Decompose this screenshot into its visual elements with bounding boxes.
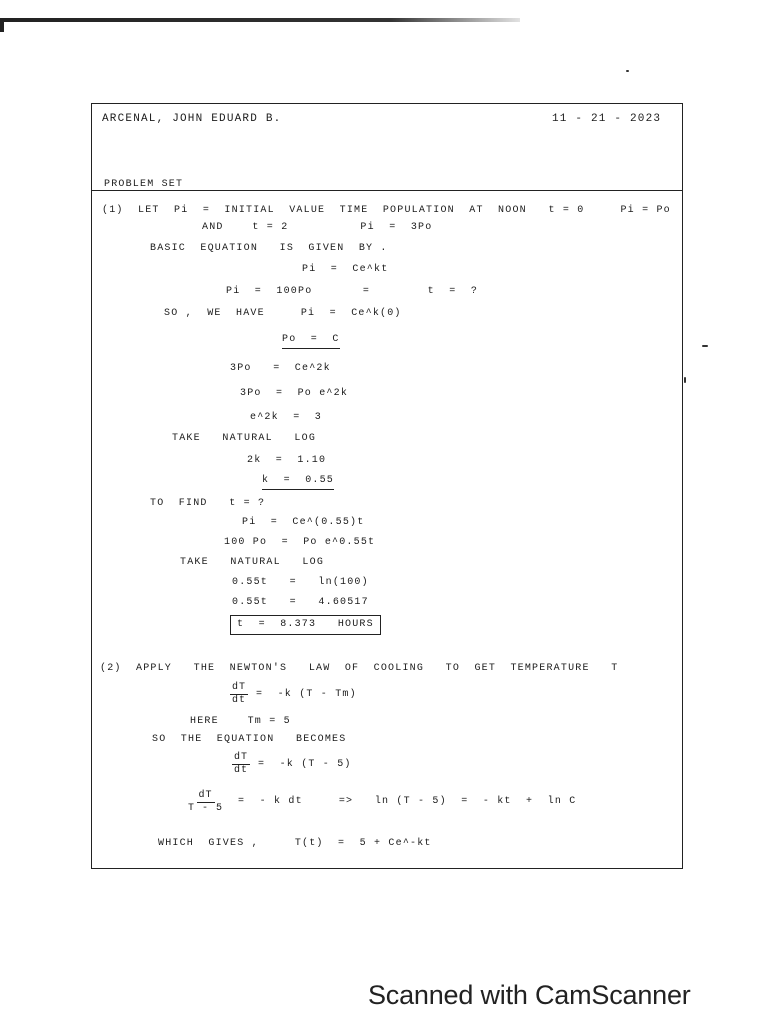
- fraction-dT-over-T-5: [188, 790, 223, 815]
- scan-edge-shadow: [0, 18, 520, 22]
- fraction-dT-dt: [230, 682, 248, 707]
- camscanner-watermark: Scanned with CamScanner: [368, 980, 691, 1010]
- scan-speck: [702, 345, 708, 347]
- p1-line-4: Pi = Ce^kt: [302, 264, 389, 275]
- p1-line-16: 100 Po = Po e^0.55t: [224, 537, 376, 548]
- header-divider: [92, 190, 682, 191]
- student-name: ARCENAL, JOHN EDUARD B.: [102, 113, 282, 125]
- scan-speck: [684, 377, 686, 383]
- fraction-numerator: dT: [232, 682, 247, 693]
- p2-eq-1: = -k (T - Tm): [256, 689, 357, 700]
- p2-eq-2: = -k (T - 5): [258, 759, 352, 770]
- p2-line-1: (2) APPLY THE NEWTON'S LAW OF COOLING TO GET TEMPERATURE T: [100, 663, 619, 674]
- fraction-denominator: dt: [232, 695, 247, 706]
- fraction-numerator: dT: [234, 752, 249, 763]
- fraction-numerator: dT: [198, 790, 213, 801]
- p1-line-15: Pi = Ce^(0.55)t: [242, 517, 365, 528]
- p1-line-2: AND t = 2 Pi = 3Po: [202, 222, 433, 233]
- fraction-dT-dt-2: [232, 752, 250, 777]
- scan-edge-corner: [0, 18, 4, 32]
- problem-set-sheet: [91, 103, 683, 869]
- p1-line-17: TAKE NATURAL LOG: [180, 557, 325, 568]
- p2-here: HERE Tm = 5: [190, 716, 291, 727]
- p1-line-12: 2k = 1.10: [247, 455, 327, 466]
- p1-line-19: 0.55t = 4.60517: [232, 597, 369, 608]
- p1-line-18: 0.55t = ln(100): [232, 577, 369, 588]
- scan-speck: [626, 70, 629, 72]
- final-answer-box: t = 8.373 HOURS: [230, 615, 381, 635]
- date: 11 - 21 - 2023: [552, 113, 662, 125]
- p1-line-9: 3Po = Po e^2k: [240, 388, 349, 399]
- p2-so: SO THE EQUATION BECOMES: [152, 734, 347, 745]
- p1-line-10: e^2k = 3: [250, 412, 323, 423]
- p2-eq-3: = - k dt => ln (T - 5) = - kt + ln C: [238, 796, 577, 807]
- p1-line-6: SO , WE HAVE Pi = Ce^k(0): [164, 308, 402, 319]
- p1-line-14: TO FIND t = ?: [150, 498, 266, 509]
- p1-line-13: k = 0.55: [262, 474, 334, 490]
- p2-result: WHICH GIVES , T(t) = 5 + Ce^-kt: [158, 838, 432, 849]
- fraction-denominator: dt: [234, 765, 249, 776]
- p1-line-5: Pi = 100Po = t = ?: [226, 286, 479, 297]
- p1-line-8: 3Po = Ce^2k: [230, 363, 331, 374]
- fraction-denominator: T - 5: [188, 803, 224, 814]
- section-title: PROBLEM SET: [104, 179, 184, 190]
- p1-line-11: TAKE NATURAL LOG: [172, 433, 317, 444]
- p1-line-1: (1) LET Pi = INITIAL VALUE TIME POPULATION AT NOON t = 0 Pi = Po: [102, 205, 671, 216]
- p1-line-7: Po = C: [282, 333, 340, 349]
- p1-line-3: BASIC EQUATION IS GIVEN BY .: [150, 243, 388, 254]
